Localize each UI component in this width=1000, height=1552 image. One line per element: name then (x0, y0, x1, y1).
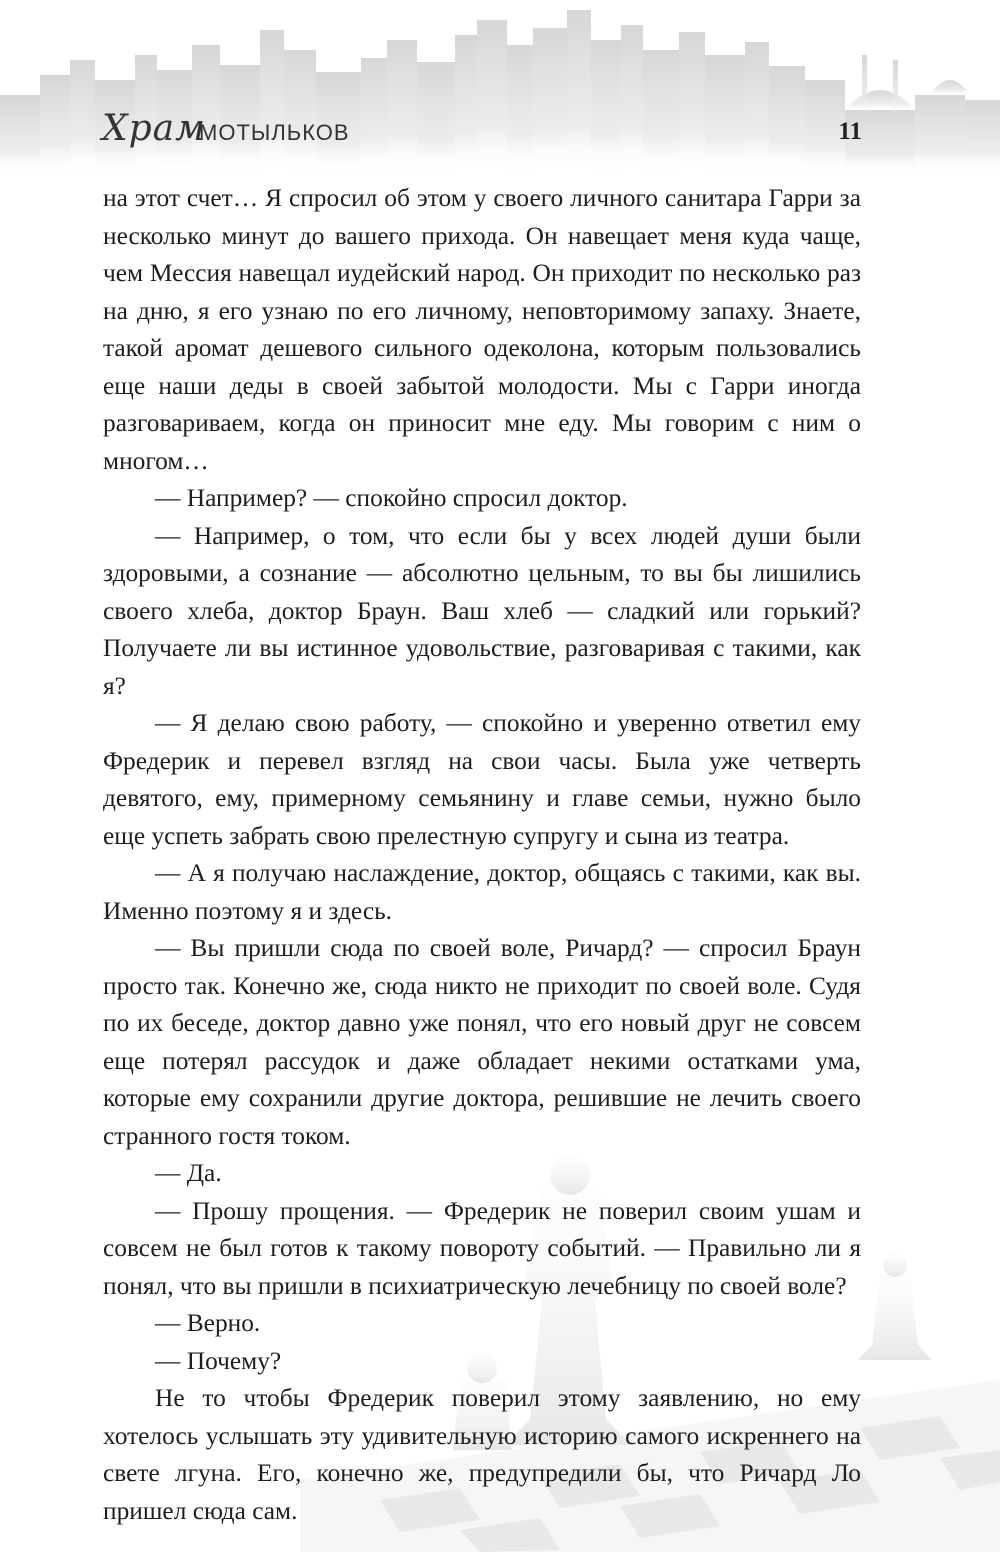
text-body (103, 180, 861, 1530)
paragraph: — Например? — спокойно спросил доктор. (155, 484, 628, 512)
paragraph: — Например, о том, что если бы у всех людей души были здоровыми, а сознание — абсолютно цельным, то вы бы лишились своего хлеба, доктор Браун. Ваш хлеб — сладкий или горький? Получаете ли вы истинное удовольствие, разговаривая с такими, как я? (103, 521, 861, 700)
paragraph: — А я получаю наслаждение, доктор, общаясь с такими, как вы. Именно поэтому я и здесь. (103, 859, 861, 925)
paragraph: на этот счет… Я спросил об этом у своего личного санитара Гарри за несколько минут до вашего прихода. Он навещает меня куда чаще, чем Мессия навещал иудейский народ. Он приходит по несколько раз на дню, я его узнаю по его личному, неповторимому запаху. Знаете, такой аромат дешевого сильного одеколона, которым пользовались еще наши деды в своей забытой молодости. Мы с Гарри иногда разговариваем, когда он приносит мне еду. Мы говорим с ним о многом… (103, 184, 861, 475)
paragraph: — Да. (155, 1159, 222, 1187)
paragraph: Не то чтобы Фредерик поверил этому заявлению, но ему хотелось услышать эту удивительную историю самого искреннего на свете лгуна. Его, конечно же, предупредили бы, что Ричард Ло пришел сюда сам. (103, 1384, 861, 1525)
book-title-rest: МОТЫЛЬКОВ (199, 120, 350, 145)
book-title-script: Храм (102, 108, 206, 149)
paragraph: — Почему? (155, 1346, 282, 1375)
paragraph: — Вы пришли сюда по своей воле, Ричард? — спросил Браун просто так. Конечно же, сюда никто не приходит по своей воле. Судя по их беседе, доктор давно уже понял, что его новый друг не совсем еще потерял рассудок и даже обладает некими остатками ума, которые ему сохранили другие доктора, решившие не лечить своего странного гостя током. (103, 934, 861, 1150)
page-number: 11 (838, 118, 862, 145)
paragraph: — Прошу прощения. — Фредерик не поверил своим ушам и совсем не был готов к такому повороту событий. — Правильно ли я понял, что вы пришли в психиатрическую лечебницу по своей воле? (103, 1196, 861, 1300)
paragraph: — Я делаю свою работу, — спокойно и уверенно ответил ему Фредерик и перевел взгляд на свои часы. Была уже четверть девятого, ему, примерному семьянину и главе семьи, нужно было еще успеть забрать свою прелестную супругу и сына из театра. (103, 709, 861, 850)
paragraph: — Верно. (155, 1309, 261, 1337)
running-header (102, 108, 862, 152)
